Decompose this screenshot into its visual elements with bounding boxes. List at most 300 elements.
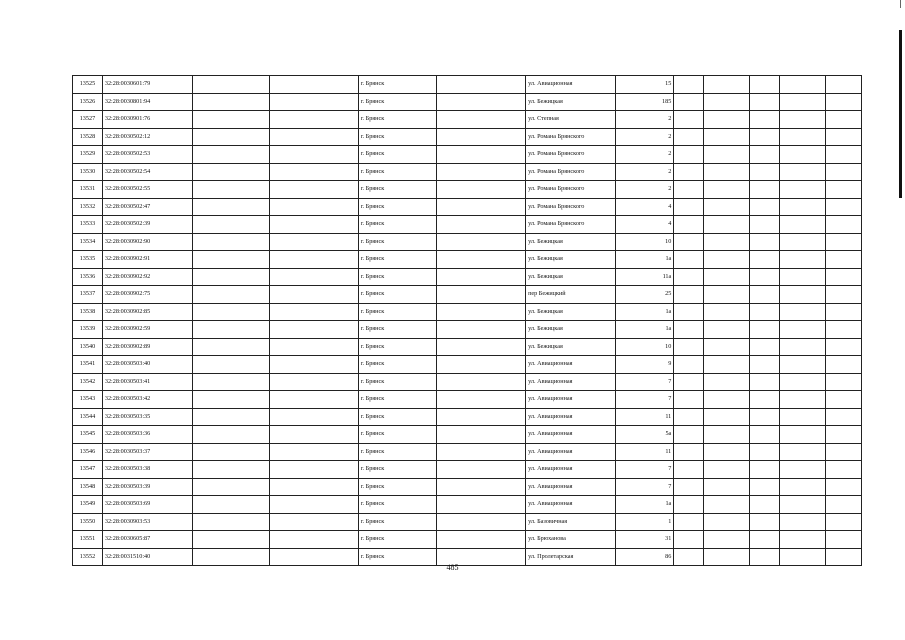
cadastral-number-cell: 32:28:0030902:90 <box>102 233 193 251</box>
empty-cell <box>270 128 358 146</box>
empty-cell <box>825 181 861 199</box>
empty-cell <box>193 216 270 234</box>
row-number-cell: 13531 <box>73 181 103 199</box>
empty-cell <box>749 128 779 146</box>
cadastral-number-cell: 32:28:0030503:40 <box>102 356 193 374</box>
street-cell: ул. Авиационная <box>526 443 616 461</box>
empty-cell <box>193 391 270 409</box>
house-number-cell: 1а <box>615 251 674 269</box>
house-number-cell: 2 <box>615 128 674 146</box>
cadastral-number-cell: 32:28:0030901:76 <box>102 111 193 129</box>
empty-cell <box>704 478 750 496</box>
empty-cell <box>674 198 704 216</box>
empty-cell <box>436 461 526 479</box>
table-row <box>73 531 862 549</box>
city-cell: г. Брянск <box>358 181 436 199</box>
empty-cell <box>193 181 270 199</box>
empty-cell <box>779 391 825 409</box>
empty-cell <box>270 198 358 216</box>
empty-cell <box>674 391 704 409</box>
empty-cell <box>749 111 779 129</box>
empty-cell <box>704 233 750 251</box>
house-number-cell: 9 <box>615 356 674 374</box>
empty-cell <box>674 268 704 286</box>
city-cell: г. Брянск <box>358 408 436 426</box>
empty-cell <box>704 251 750 269</box>
empty-cell <box>749 93 779 111</box>
table-row <box>73 338 862 356</box>
empty-cell <box>779 513 825 531</box>
empty-cell <box>436 321 526 339</box>
table-row <box>73 268 862 286</box>
empty-cell <box>825 531 861 549</box>
cadastral-number-cell: 32:28:0030503:39 <box>102 478 193 496</box>
row-number-cell: 13530 <box>73 163 103 181</box>
empty-cell <box>704 321 750 339</box>
scan-edge-mark <box>899 30 902 198</box>
table-row <box>73 233 862 251</box>
table-row <box>73 163 862 181</box>
empty-cell <box>749 216 779 234</box>
cadastral-number-cell: 32:28:0030503:36 <box>102 426 193 444</box>
empty-cell <box>193 93 270 111</box>
street-cell: ул. Брюханова <box>526 531 616 549</box>
empty-cell <box>779 76 825 94</box>
empty-cell <box>674 356 704 374</box>
street-cell: ул. Базовичная <box>526 513 616 531</box>
empty-cell <box>749 321 779 339</box>
empty-cell <box>436 286 526 304</box>
empty-cell <box>436 198 526 216</box>
cadastral-number-cell: 32:28:0030605:87 <box>102 531 193 549</box>
empty-cell <box>674 251 704 269</box>
empty-cell <box>436 251 526 269</box>
empty-cell <box>193 268 270 286</box>
city-cell: г. Брянск <box>358 426 436 444</box>
row-number-cell: 13548 <box>73 478 103 496</box>
empty-cell <box>704 408 750 426</box>
street-cell: ул. Авиационная <box>526 461 616 479</box>
empty-cell <box>674 321 704 339</box>
street-cell: ул. Авиационная <box>526 408 616 426</box>
empty-cell <box>193 531 270 549</box>
scan-edge-tick <box>900 0 901 8</box>
empty-cell <box>270 373 358 391</box>
empty-cell <box>193 146 270 164</box>
cadastral-number-cell: 32:28:0030502:47 <box>102 198 193 216</box>
city-cell: г. Брянск <box>358 531 436 549</box>
empty-cell <box>779 356 825 374</box>
street-cell: ул. Бежицкая <box>526 268 616 286</box>
empty-cell <box>436 531 526 549</box>
empty-cell <box>193 198 270 216</box>
table-row <box>73 128 862 146</box>
empty-cell <box>779 286 825 304</box>
empty-cell <box>704 111 750 129</box>
row-number-cell: 13534 <box>73 233 103 251</box>
empty-cell <box>779 496 825 514</box>
empty-cell <box>704 443 750 461</box>
empty-cell <box>270 111 358 129</box>
street-cell: ул. Авиационная <box>526 391 616 409</box>
house-number-cell: 7 <box>615 478 674 496</box>
empty-cell <box>270 216 358 234</box>
empty-cell <box>825 496 861 514</box>
empty-cell <box>825 198 861 216</box>
table-row <box>73 76 862 94</box>
empty-cell <box>270 146 358 164</box>
empty-cell <box>193 251 270 269</box>
empty-cell <box>779 268 825 286</box>
empty-cell <box>825 268 861 286</box>
cadastral-number-cell: 32:28:0030902:75 <box>102 286 193 304</box>
street-cell: ул. Авиационная <box>526 373 616 391</box>
house-number-cell: 11 <box>615 443 674 461</box>
empty-cell <box>825 356 861 374</box>
row-number-cell: 13547 <box>73 461 103 479</box>
house-number-cell: 1 <box>615 513 674 531</box>
empty-cell <box>674 426 704 444</box>
empty-cell <box>704 373 750 391</box>
cadastral-number-cell: 32:28:0030502:12 <box>102 128 193 146</box>
city-cell: г. Брянск <box>358 303 436 321</box>
empty-cell <box>270 163 358 181</box>
table-row <box>73 408 862 426</box>
city-cell: г. Брянск <box>358 111 436 129</box>
empty-cell <box>193 496 270 514</box>
empty-cell <box>674 531 704 549</box>
empty-cell <box>749 181 779 199</box>
row-number-cell: 13549 <box>73 496 103 514</box>
empty-cell <box>436 303 526 321</box>
row-number-cell: 13546 <box>73 443 103 461</box>
empty-cell <box>436 111 526 129</box>
city-cell: г. Брянск <box>358 373 436 391</box>
empty-cell <box>270 93 358 111</box>
empty-cell <box>825 408 861 426</box>
empty-cell <box>674 93 704 111</box>
empty-cell <box>749 233 779 251</box>
city-cell: г. Брянск <box>358 93 436 111</box>
row-number-cell: 13529 <box>73 146 103 164</box>
cadastral-number-cell: 32:28:0030902:91 <box>102 251 193 269</box>
empty-cell <box>825 321 861 339</box>
cadastral-number-cell: 32:28:0030902:89 <box>102 338 193 356</box>
table-row <box>73 198 862 216</box>
empty-cell <box>436 513 526 531</box>
empty-cell <box>779 251 825 269</box>
cadastral-number-cell: 32:28:0031510:40 <box>102 548 193 566</box>
empty-cell <box>193 443 270 461</box>
empty-cell <box>674 443 704 461</box>
empty-cell <box>270 268 358 286</box>
registry-table <box>72 75 862 566</box>
empty-cell <box>270 531 358 549</box>
empty-cell <box>704 286 750 304</box>
row-number-cell: 13545 <box>73 426 103 444</box>
city-cell: г. Брянск <box>358 443 436 461</box>
city-cell: г. Брянск <box>358 478 436 496</box>
empty-cell <box>193 163 270 181</box>
empty-cell <box>436 408 526 426</box>
empty-cell <box>436 216 526 234</box>
street-cell: ул. Романа Брянского <box>526 163 616 181</box>
house-number-cell: 11 <box>615 408 674 426</box>
empty-cell <box>674 338 704 356</box>
page-number: 485 <box>446 563 459 572</box>
house-number-cell: 2 <box>615 146 674 164</box>
house-number-cell: 2 <box>615 163 674 181</box>
street-cell: ул. Авиационная <box>526 76 616 94</box>
row-number-cell: 13538 <box>73 303 103 321</box>
street-cell: ул. Романа Брянского <box>526 181 616 199</box>
empty-cell <box>193 286 270 304</box>
cadastral-number-cell: 32:28:0030502:55 <box>102 181 193 199</box>
empty-cell <box>270 496 358 514</box>
empty-cell <box>436 426 526 444</box>
city-cell: г. Брянск <box>358 268 436 286</box>
house-number-cell: 15 <box>615 76 674 94</box>
empty-cell <box>436 233 526 251</box>
cadastral-number-cell: 32:28:0030503:37 <box>102 443 193 461</box>
empty-cell <box>825 426 861 444</box>
empty-cell <box>674 303 704 321</box>
empty-cell <box>825 478 861 496</box>
empty-cell <box>825 373 861 391</box>
empty-cell <box>825 233 861 251</box>
table-row <box>73 111 862 129</box>
empty-cell <box>749 478 779 496</box>
city-cell: г. Брянск <box>358 76 436 94</box>
street-cell: ул. Бежицкая <box>526 233 616 251</box>
street-cell: ул. Бежицкая <box>526 321 616 339</box>
empty-cell <box>674 408 704 426</box>
empty-cell <box>270 408 358 426</box>
empty-cell <box>825 338 861 356</box>
empty-cell <box>674 373 704 391</box>
empty-cell <box>704 461 750 479</box>
street-cell: ул. Романа Брянского <box>526 146 616 164</box>
empty-cell <box>436 338 526 356</box>
empty-cell <box>779 303 825 321</box>
row-number-cell: 13536 <box>73 268 103 286</box>
empty-cell <box>193 373 270 391</box>
empty-cell <box>270 443 358 461</box>
city-cell: г. Брянск <box>358 146 436 164</box>
empty-cell <box>825 216 861 234</box>
empty-cell <box>436 391 526 409</box>
house-number-cell: 2 <box>615 111 674 129</box>
cadastral-number-cell: 32:28:0030503:42 <box>102 391 193 409</box>
empty-cell <box>674 216 704 234</box>
empty-cell <box>749 303 779 321</box>
city-cell: г. Брянск <box>358 513 436 531</box>
table-row <box>73 321 862 339</box>
cadastral-number-cell: 32:28:0030503:41 <box>102 373 193 391</box>
empty-cell <box>779 321 825 339</box>
empty-cell <box>270 286 358 304</box>
empty-cell <box>704 391 750 409</box>
city-cell: г. Брянск <box>358 286 436 304</box>
street-cell: ул. Авиационная <box>526 356 616 374</box>
empty-cell <box>436 373 526 391</box>
empty-cell <box>779 216 825 234</box>
empty-cell <box>749 426 779 444</box>
house-number-cell: 7 <box>615 391 674 409</box>
empty-cell <box>825 286 861 304</box>
row-number-cell: 13533 <box>73 216 103 234</box>
table-row <box>73 356 862 374</box>
empty-cell <box>193 478 270 496</box>
empty-cell <box>436 146 526 164</box>
empty-cell <box>779 478 825 496</box>
house-number-cell: 86 <box>615 548 674 566</box>
city-cell: г. Брянск <box>358 338 436 356</box>
empty-cell <box>749 496 779 514</box>
empty-cell <box>779 111 825 129</box>
empty-cell <box>193 76 270 94</box>
street-cell: ул. Пролетарская <box>526 548 616 566</box>
table-row <box>73 251 862 269</box>
empty-cell <box>704 426 750 444</box>
empty-cell <box>270 391 358 409</box>
house-number-cell: 4 <box>615 216 674 234</box>
empty-cell <box>704 531 750 549</box>
empty-cell <box>193 338 270 356</box>
empty-cell <box>749 513 779 531</box>
empty-cell <box>779 373 825 391</box>
cadastral-number-cell: 32:28:0030502:39 <box>102 216 193 234</box>
empty-cell <box>704 163 750 181</box>
empty-cell <box>674 286 704 304</box>
empty-cell <box>749 408 779 426</box>
empty-cell <box>704 513 750 531</box>
row-number-cell: 13525 <box>73 76 103 94</box>
empty-cell <box>270 321 358 339</box>
empty-cell <box>749 461 779 479</box>
city-cell: г. Брянск <box>358 198 436 216</box>
empty-cell <box>436 478 526 496</box>
table-row <box>73 286 862 304</box>
house-number-cell: 185 <box>615 93 674 111</box>
empty-cell <box>779 198 825 216</box>
house-number-cell: 10 <box>615 338 674 356</box>
empty-cell <box>825 251 861 269</box>
row-number-cell: 13541 <box>73 356 103 374</box>
city-cell: г. Брянск <box>358 251 436 269</box>
empty-cell <box>825 146 861 164</box>
empty-cell <box>270 461 358 479</box>
empty-cell <box>193 426 270 444</box>
empty-cell <box>749 356 779 374</box>
empty-cell <box>674 181 704 199</box>
empty-cell <box>674 461 704 479</box>
empty-cell <box>270 338 358 356</box>
cadastral-number-cell: 32:28:0030902:59 <box>102 321 193 339</box>
cadastral-number-cell: 32:28:0030503:35 <box>102 408 193 426</box>
empty-cell <box>779 233 825 251</box>
street-cell: ул. Бежицкая <box>526 338 616 356</box>
empty-cell <box>749 146 779 164</box>
empty-cell <box>436 496 526 514</box>
house-number-cell: 5а <box>615 426 674 444</box>
empty-cell <box>193 408 270 426</box>
empty-cell <box>704 146 750 164</box>
street-cell: ул. Романа Брянского <box>526 128 616 146</box>
empty-cell <box>270 303 358 321</box>
empty-cell <box>436 181 526 199</box>
cadastral-number-cell: 32:28:0030503:69 <box>102 496 193 514</box>
empty-cell <box>749 163 779 181</box>
street-cell: ул. Авиационная <box>526 478 616 496</box>
table-row <box>73 478 862 496</box>
table-row <box>73 513 862 531</box>
house-number-cell: 4 <box>615 198 674 216</box>
city-cell: г. Брянск <box>358 321 436 339</box>
empty-cell <box>674 163 704 181</box>
empty-cell <box>779 146 825 164</box>
city-cell: г. Брянск <box>358 163 436 181</box>
empty-cell <box>704 356 750 374</box>
empty-cell <box>749 268 779 286</box>
empty-cell <box>674 111 704 129</box>
table-row <box>73 391 862 409</box>
empty-cell <box>704 303 750 321</box>
empty-cell <box>674 128 704 146</box>
row-number-cell: 13526 <box>73 93 103 111</box>
empty-cell <box>825 93 861 111</box>
street-cell: ул. Бежицкая <box>526 251 616 269</box>
empty-cell <box>779 181 825 199</box>
empty-cell <box>270 513 358 531</box>
row-number-cell: 13535 <box>73 251 103 269</box>
empty-cell <box>674 478 704 496</box>
empty-cell <box>825 391 861 409</box>
street-cell: ул. Романа Брянского <box>526 216 616 234</box>
table-row <box>73 181 862 199</box>
empty-cell <box>779 443 825 461</box>
table-row <box>73 303 862 321</box>
empty-cell <box>270 251 358 269</box>
cadastral-number-cell: 32:28:0030801:94 <box>102 93 193 111</box>
empty-cell <box>749 198 779 216</box>
row-number-cell: 13542 <box>73 373 103 391</box>
empty-cell <box>704 93 750 111</box>
empty-cell <box>779 163 825 181</box>
table-row <box>73 496 862 514</box>
house-number-cell: 2 <box>615 181 674 199</box>
cadastral-number-cell: 32:28:0030502:53 <box>102 146 193 164</box>
city-cell: г. Брянск <box>358 548 436 566</box>
empty-cell <box>704 76 750 94</box>
empty-cell <box>779 338 825 356</box>
empty-cell <box>779 531 825 549</box>
empty-cell <box>749 373 779 391</box>
empty-cell <box>749 391 779 409</box>
table-row <box>73 461 862 479</box>
empty-cell <box>825 76 861 94</box>
row-number-cell: 13551 <box>73 531 103 549</box>
empty-cell <box>193 356 270 374</box>
street-cell: ул. Авиационная <box>526 426 616 444</box>
empty-cell <box>270 426 358 444</box>
house-number-cell: 1а <box>615 496 674 514</box>
row-number-cell: 13544 <box>73 408 103 426</box>
empty-cell <box>270 478 358 496</box>
empty-cell <box>704 216 750 234</box>
empty-cell <box>674 233 704 251</box>
row-number-cell: 13532 <box>73 198 103 216</box>
